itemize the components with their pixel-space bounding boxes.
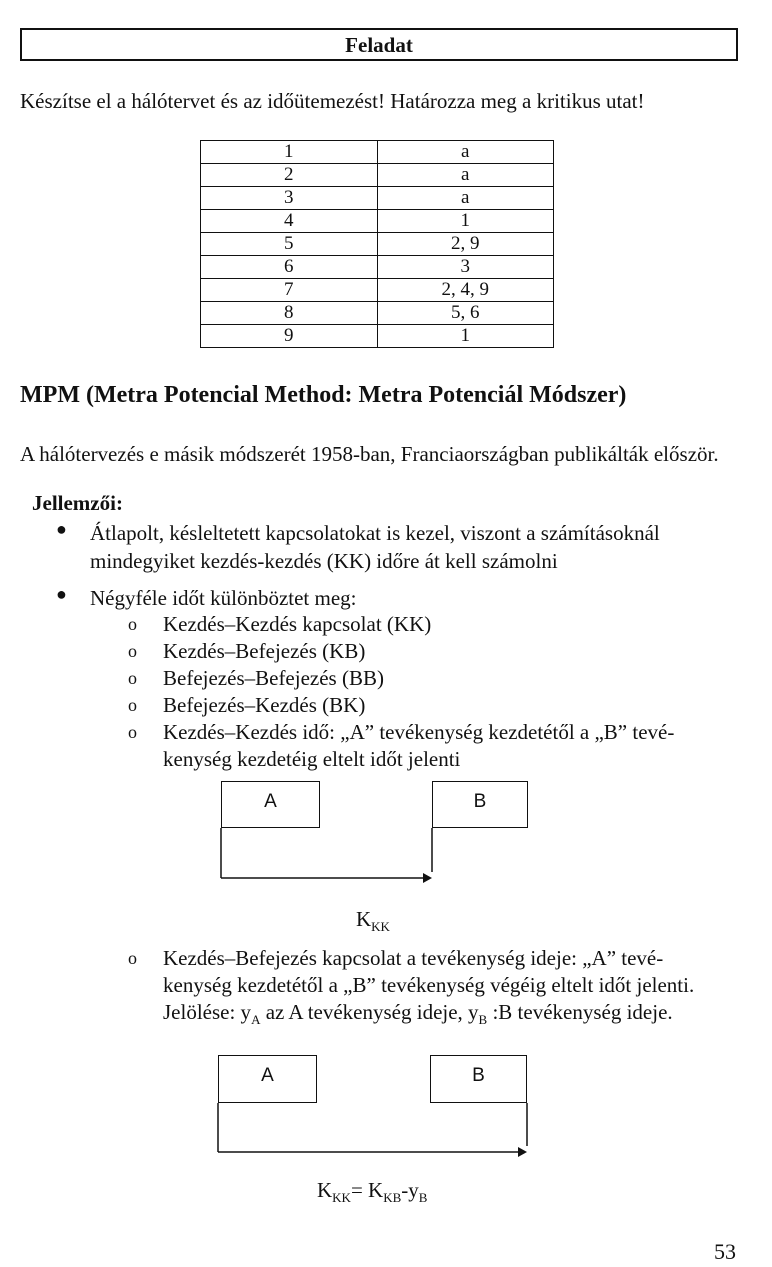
activity-cell: 6 — [201, 256, 378, 279]
circle-bullet-icon: o — [128, 695, 137, 715]
section-title: MPM (Metra Potencial Method: Metra Potenciál Módszer) — [20, 382, 627, 408]
bullet-dot-icon: ● — [56, 584, 67, 604]
activity-cell: 9 — [201, 325, 378, 348]
circle-bullet-icon: o — [128, 722, 137, 742]
diagram1-label-sub: KK — [371, 919, 390, 935]
predecessor-cell: 5, 6 — [377, 302, 554, 325]
formula-k1-sub: KK — [332, 1190, 351, 1206]
sub-item-1: Kezdés–Kezdés kapcsolat (KK) — [163, 612, 432, 636]
predecessor-cell: a — [377, 141, 554, 164]
bullet-dot-icon: ● — [56, 519, 67, 539]
predecessor-cell: a — [377, 187, 554, 210]
formula-k2-sub: KB — [383, 1190, 402, 1206]
circle-bullet-icon: o — [128, 668, 137, 688]
diagram2-arrow-icon — [518, 1147, 527, 1157]
sub-item-2: Kezdés–Befejezés (KB) — [163, 639, 366, 663]
diagram2-box-a-label: A — [261, 1065, 274, 1086]
formula-k1: K — [317, 1178, 333, 1202]
predecessor-cell: 2, 4, 9 — [377, 279, 554, 302]
predecessor-cell: 2, 9 — [377, 233, 554, 256]
sub-item-6-line3-b: az A tevékenység ideje, y — [260, 1000, 479, 1024]
diagram2-box-b-label: B — [472, 1065, 485, 1086]
diagram1-box-b-label: B — [473, 791, 487, 812]
activity-cell: 8 — [201, 302, 378, 325]
page-number: 53 — [714, 1239, 736, 1264]
diagram2-box-a — [218, 1055, 317, 1103]
activity-cell: 1 — [201, 141, 378, 164]
task-text: Készítse el a hálótervet és az időütemezést! Határozza meg a kritikus utat! — [20, 89, 645, 113]
sub-item-6-line1: Kezdés–Befejezés kapcsolat a tevékenység ideje: „A” tevé- — [163, 946, 664, 970]
sub-item-3: Befejezés–Befejezés (BB) — [163, 666, 384, 690]
predecessor-cell: a — [377, 164, 554, 187]
sub-item-5-line2: kenység kezdetéig eltelt időt jelenti — [163, 747, 461, 771]
activity-cell: 7 — [201, 279, 378, 302]
activity-cell: 2 — [201, 164, 378, 187]
sub-item-6-line2: kenység kezdetétől a „B” tevékenység végéig eltelt időt jelenti. — [163, 973, 695, 997]
circle-bullet-icon: o — [128, 641, 137, 661]
diagram1-label-k: K — [356, 907, 372, 931]
formula-y-sub: B — [418, 1190, 428, 1206]
activity-cell: 4 — [201, 210, 378, 233]
predecessor-cell: 1 — [377, 325, 554, 348]
header-title: Feladat — [345, 33, 413, 57]
sub-item-6-line3-sub-b: B — [478, 1012, 488, 1028]
features-heading: Jellemzői: — [32, 491, 123, 515]
bullet1-line2: mindegyiket kezdés-kezdés (KK) időre át kell számolni — [90, 549, 558, 573]
sub-item-6-line3 — [163, 999, 673, 1033]
sub-item-6-line3-sub-a: A — [251, 1012, 261, 1028]
formula-eq: = K — [350, 1178, 384, 1202]
sub-item-6-line3-c: :B tevékenység ideje. — [487, 1000, 673, 1024]
predecessor-cell: 1 — [377, 210, 554, 233]
diagram1-arrow-icon — [423, 873, 432, 883]
bullet1-line1: Átlapolt, késleltetett kapcsolatokat is kezel, viszont a számításoknál — [90, 521, 660, 545]
activity-cell: 3 — [201, 187, 378, 210]
sub-item-5-line1: Kezdés–Kezdés idő: „A” tevékenység kezdetétől a „B” tevé- — [163, 720, 675, 744]
activity-cell: 5 — [201, 233, 378, 256]
predecessor-cell: 3 — [377, 256, 554, 279]
sub-item-4: Befejezés–Kezdés (BK) — [163, 693, 366, 717]
sub-item-6-line3-a: Jelölése: y — [163, 1000, 252, 1024]
diagram2-formula — [317, 1177, 427, 1211]
diagram1-box-a-label: A — [264, 791, 277, 812]
bullet2-text: Négyféle időt különböztet meg: — [90, 586, 357, 610]
diagram1-label — [356, 906, 390, 940]
intro-text: A hálótervezés e másik módszerét 1958-ban, Franciaországban publikálták először. — [20, 442, 719, 466]
circle-bullet-icon: o — [128, 614, 137, 634]
circle-bullet-icon: o — [128, 948, 137, 968]
diagram2-box-b — [430, 1055, 527, 1103]
formula-dash: -y — [401, 1178, 419, 1202]
